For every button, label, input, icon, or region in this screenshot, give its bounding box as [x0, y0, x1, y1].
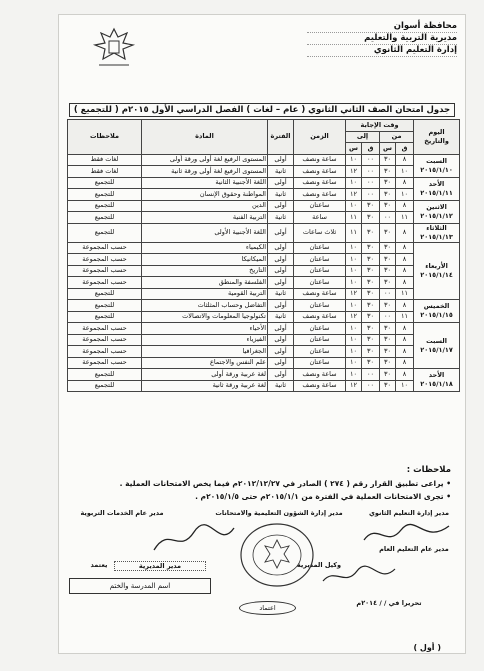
- signature-approve-label: يعتمد: [90, 561, 108, 569]
- notes-cell: حسب المجموعة: [68, 265, 142, 277]
- fm-cell: ٨: [396, 200, 414, 212]
- duration-cell: ثلاث ساعات: [294, 223, 346, 242]
- period-cell: أولى: [268, 177, 294, 189]
- th-cell: ١٠: [346, 177, 362, 189]
- signature-deputy: وكيل المديرية: [296, 561, 342, 569]
- note-text-2: تجرى الامتحانات العملية في الفترة من ٢٠١٥/١/١م حتى ٢٠١٥/١/٥م .: [195, 492, 444, 501]
- day-cell: الأحد ٢٠١٥/١/١١: [414, 177, 460, 200]
- notes-cell: حسب المجموعة: [68, 242, 142, 254]
- th-cell: ١٢: [346, 380, 362, 392]
- th-cell: ١٠: [346, 242, 362, 254]
- duration-cell: ساعتان: [294, 357, 346, 369]
- day-cell: الاثنين ٢٠١٥/١/١٢: [414, 200, 460, 223]
- th-cell: ١٢: [346, 166, 362, 178]
- table-row: [68, 334, 460, 346]
- tm-cell: ٣٠: [362, 323, 380, 335]
- notes-cell: للتجميع: [68, 177, 142, 189]
- table-row: [68, 346, 460, 358]
- notes-cell: للتجميع: [68, 200, 142, 212]
- fh-cell: ٣٠: [380, 166, 396, 178]
- fh-cell: ٣٠: [380, 154, 396, 166]
- period-cell: أولى: [268, 265, 294, 277]
- period-cell: أولى: [268, 154, 294, 166]
- day-cell: السبت ٢٠١٥/١/١٠: [414, 154, 460, 177]
- notes-cell: حسب المجموعة: [68, 334, 142, 346]
- fm-cell: ٨: [396, 154, 414, 166]
- th-cell: ١١: [346, 223, 362, 242]
- th-cell: ١٠: [346, 265, 362, 277]
- subject-cell: المواطنة وحقوق الإنسان: [142, 189, 268, 201]
- subject-cell: الفيزياء: [142, 334, 268, 346]
- period-cell: أولى: [268, 200, 294, 212]
- tm-cell: ٣٠: [362, 334, 380, 346]
- fh-cell: ٣٠: [380, 265, 396, 277]
- notes-cell: للتجميع: [68, 369, 142, 381]
- approval-oval-stamp: اعتماد: [239, 601, 296, 615]
- eagle-emblem-icon: [89, 25, 139, 70]
- fm-cell: ٨: [396, 300, 414, 312]
- table-row: [68, 242, 460, 254]
- fm-cell: ٨: [396, 277, 414, 289]
- notes-cell: للتجميع: [68, 223, 142, 242]
- subject-cell: المستوى الرفيع لغة أولى ورقة أولى: [142, 154, 268, 166]
- table-row: [68, 323, 460, 335]
- signature-general-services: مدير عام الخدمات التربوية: [80, 509, 164, 517]
- table-row: [68, 166, 460, 178]
- duration-cell: ساعتان: [294, 254, 346, 266]
- header-period: الفترة: [268, 120, 294, 155]
- th-cell: ١٢: [346, 288, 362, 300]
- subject-cell: لغة عربية ورقة أولى: [142, 369, 268, 381]
- fm-cell: ٨: [396, 242, 414, 254]
- fm-cell: ١٠: [396, 189, 414, 201]
- signature-general-edu: مدير عام التعليم العام: [379, 545, 449, 553]
- period-cell: أولى: [268, 223, 294, 242]
- fh-cell: ٣٠: [380, 380, 396, 392]
- note-item-2: • تجرى الامتحانات العملية في الفترة من ٢٠١٥/١/١م حتى ٢٠١٥/١/٥م .: [195, 492, 451, 501]
- table-row: [68, 212, 460, 224]
- signature-director: مدير المديرية: [114, 561, 206, 571]
- period-cell: ثانية: [268, 380, 294, 392]
- fh-cell: ٠٠: [380, 311, 396, 323]
- duration-cell: ساعة ونصف: [294, 154, 346, 166]
- subject-cell: الدين: [142, 200, 268, 212]
- header-to-minutes: ق: [362, 143, 380, 155]
- header-subject: المادة: [142, 120, 268, 155]
- fh-cell: ٣٠: [380, 334, 396, 346]
- th-cell: ١٠: [346, 323, 362, 335]
- fh-cell: ٣٠: [380, 177, 396, 189]
- notes-title: ملاحظات :: [406, 465, 451, 475]
- table-row: [68, 177, 460, 189]
- period-cell: أولى: [268, 323, 294, 335]
- period-cell: ثانية: [268, 288, 294, 300]
- th-cell: ١٢: [346, 189, 362, 201]
- duration-cell: ساعتان: [294, 277, 346, 289]
- fm-cell: ١١: [396, 288, 414, 300]
- duration-cell: ساعة ونصف: [294, 369, 346, 381]
- fh-cell: ٣٠: [380, 369, 396, 381]
- header-to: إلى: [346, 131, 380, 143]
- subject-cell: علم النفس والاجتماع: [142, 357, 268, 369]
- duration-cell: ساعة ونصف: [294, 189, 346, 201]
- table-row: [68, 380, 460, 392]
- tm-cell: ٣٠: [362, 311, 380, 323]
- header-from: من: [380, 131, 414, 143]
- duration-cell: ساعتان: [294, 300, 346, 312]
- th-cell: ١٠: [346, 369, 362, 381]
- handwritten-signature-icon: [149, 520, 239, 560]
- table-row: [68, 154, 460, 166]
- period-cell: أولى: [268, 242, 294, 254]
- letterhead-line-2: مديرية التربية والتعليم: [307, 33, 457, 45]
- fh-cell: ٣٠: [380, 200, 396, 212]
- header-time: وقت الإجابة: [346, 120, 414, 132]
- notes-cell: حسب المجموعة: [68, 254, 142, 266]
- day-cell: الخميس ٢٠١٥/١/١٥: [414, 300, 460, 323]
- notes-cell: للتجميع: [68, 311, 142, 323]
- exam-schedule-table: [67, 119, 460, 392]
- notes-cell: حسب المجموعة: [68, 357, 142, 369]
- letterhead-line-1: محافظة أسوان: [307, 21, 457, 33]
- subject-cell: تكنولوجيا المعلومات والاتصالات: [142, 311, 268, 323]
- fh-cell: ٣٠: [380, 300, 396, 312]
- subject-cell: الأحياء: [142, 323, 268, 335]
- th-cell: ١١: [346, 212, 362, 224]
- tm-cell: ٠٠: [362, 177, 380, 189]
- fh-cell: ٠٠: [380, 288, 396, 300]
- period-cell: ثانية: [268, 166, 294, 178]
- subject-cell: التاريخ: [142, 265, 268, 277]
- fm-cell: ١١: [396, 311, 414, 323]
- header-from-minutes: ق: [396, 143, 414, 155]
- notes-cell: للتجميع: [68, 380, 142, 392]
- th-cell: ١٢: [346, 311, 362, 323]
- notes-cell: للتجميع: [68, 300, 142, 312]
- fm-cell: ٨: [396, 223, 414, 242]
- fh-cell: ٣٠: [380, 242, 396, 254]
- tm-cell: ٣٠: [362, 288, 380, 300]
- table-row: [68, 200, 460, 212]
- period-cell: ثانية: [268, 311, 294, 323]
- note-item-1: • يراعى تطبيق القرار رقم ( ٢٧٤ ) الصادر في ٢٠١٢/١٢/٢٧م فيما يخص الامتحانات العملية .: [119, 479, 451, 488]
- period-cell: ثانية: [268, 189, 294, 201]
- table-row: [68, 189, 460, 201]
- tm-cell: ٣٠: [362, 300, 380, 312]
- tm-cell: ٠٠: [362, 380, 380, 392]
- fh-cell: ٣٠: [380, 323, 396, 335]
- duration-cell: ساعة: [294, 212, 346, 224]
- fm-cell: ٨: [396, 254, 414, 266]
- fh-cell: ٣٠: [380, 346, 396, 358]
- duration-cell: ساعتان: [294, 323, 346, 335]
- tm-cell: ٠٠: [362, 154, 380, 166]
- handwritten-signature-icon: [359, 520, 454, 550]
- subject-cell: التربية الفنية: [142, 212, 268, 224]
- notes-cell: للتجميع: [68, 212, 142, 224]
- header-from-hours: س: [380, 143, 396, 155]
- tm-cell: ٣٠: [362, 200, 380, 212]
- schedule-body: [68, 154, 460, 392]
- subject-cell: اللغة الأجنبية الثانية: [142, 177, 268, 189]
- header-day: اليوم والتاريخ: [414, 120, 460, 155]
- duration-cell: ساعة ونصف: [294, 288, 346, 300]
- tm-cell: ٣٠: [362, 242, 380, 254]
- official-seal-icon: [237, 520, 317, 590]
- tm-cell: ٠٠: [362, 166, 380, 178]
- notes-cell: لغات فقط: [68, 166, 142, 178]
- tm-cell: ٣٠: [362, 212, 380, 224]
- duration-cell: ساعة ونصف: [294, 166, 346, 178]
- tm-cell: ٠٠: [362, 369, 380, 381]
- tm-cell: ٣٠: [362, 265, 380, 277]
- day-cell: الأربعاء ٢٠١٥/١/١٤: [414, 242, 460, 300]
- fm-cell: ٨: [396, 265, 414, 277]
- notes-cell: حسب المجموعة: [68, 277, 142, 289]
- subject-cell: التفاضل وحساب المثلثات: [142, 300, 268, 312]
- th-cell: ١٠: [346, 277, 362, 289]
- tm-cell: ٣٠: [362, 223, 380, 242]
- th-cell: ١٠: [346, 254, 362, 266]
- subject-cell: لغة عربية ورقة ثانية: [142, 380, 268, 392]
- tm-cell: ٠٠: [362, 189, 380, 201]
- date-line: تحريرا في / / ٢٠١٤م: [356, 599, 422, 607]
- subject-cell: الكيمياء: [142, 242, 268, 254]
- duration-cell: ساعتان: [294, 200, 346, 212]
- letterhead-line-3: إدارة التعليم الثانوي: [307, 45, 457, 57]
- tm-cell: ٣٠: [362, 357, 380, 369]
- period-cell: أولى: [268, 346, 294, 358]
- duration-cell: ساعتان: [294, 265, 346, 277]
- fh-cell: ٣٠: [380, 223, 396, 242]
- period-cell: أولى: [268, 369, 294, 381]
- fm-cell: ٨: [396, 369, 414, 381]
- table-row: [68, 288, 460, 300]
- day-cell: السبت ٢٠١٥/١/١٧: [414, 323, 460, 369]
- tm-cell: ٣٠: [362, 346, 380, 358]
- document-title: جدول امتحان الصف الثاني الثانوي ( عام – لغات ) الفصل الدراسي الأول ٢٠١٥م ( للتجميع ): [69, 103, 455, 117]
- period-cell: أولى: [268, 334, 294, 346]
- th-cell: ١٠: [346, 334, 362, 346]
- fh-cell: ٣٠: [380, 254, 396, 266]
- day-cell: الأحد ٢٠١٥/١/١٨: [414, 369, 460, 392]
- document-page: [58, 14, 466, 654]
- notes-cell: لغات فقط: [68, 154, 142, 166]
- fm-cell: ٨: [396, 323, 414, 335]
- notes-cell: للتجميع: [68, 288, 142, 300]
- page-number: ( أول ): [413, 643, 441, 652]
- fh-cell: ٣٠: [380, 357, 396, 369]
- period-cell: ثانية: [268, 212, 294, 224]
- period-cell: أولى: [268, 277, 294, 289]
- subject-cell: التربية القومية: [142, 288, 268, 300]
- header-to-hours: س: [346, 143, 362, 155]
- handwritten-signature-icon: [319, 563, 399, 591]
- school-stamp-box: اسم المدرسة والختم: [69, 578, 211, 594]
- period-cell: أولى: [268, 300, 294, 312]
- letterhead: [307, 21, 457, 57]
- th-cell: ١٠: [346, 300, 362, 312]
- note-text-1: يراعى تطبيق القرار رقم ( ٢٧٤ ) الصادر في ٢٠١٢/١٢/٢٧م فيما يخص الامتحانات العملية .: [119, 479, 444, 488]
- fm-cell: ١١: [396, 212, 414, 224]
- period-cell: أولى: [268, 357, 294, 369]
- duration-cell: ساعة ونصف: [294, 311, 346, 323]
- fm-cell: ١٠: [396, 380, 414, 392]
- fm-cell: ٨: [396, 346, 414, 358]
- fh-cell: ٣٠: [380, 277, 396, 289]
- table-row: [68, 357, 460, 369]
- table-row: [68, 369, 460, 381]
- header-notes: ملاحظات: [68, 120, 142, 155]
- period-cell: أولى: [268, 254, 294, 266]
- duration-cell: ساعتان: [294, 242, 346, 254]
- th-cell: ١٠: [346, 154, 362, 166]
- subject-cell: الجغرافيا: [142, 346, 268, 358]
- fm-cell: ١٠: [396, 166, 414, 178]
- tm-cell: ٣٠: [362, 254, 380, 266]
- fm-cell: ٨: [396, 334, 414, 346]
- subject-cell: الفلسفة والمنطق: [142, 277, 268, 289]
- notes-cell: حسب المجموعة: [68, 346, 142, 358]
- duration-cell: ساعة ونصف: [294, 177, 346, 189]
- table-row: [68, 300, 460, 312]
- fh-cell: ٠٠: [380, 212, 396, 224]
- table-row: [68, 277, 460, 289]
- signature-exams-affairs: مدير إدارة الشؤون التعليمية والامتحانات: [215, 509, 343, 517]
- subject-cell: المستوى الرفيع لغة أولى ورقة ثانية: [142, 166, 268, 178]
- duration-cell: ساعتان: [294, 334, 346, 346]
- fm-cell: ٨: [396, 177, 414, 189]
- subject-cell: اللغة الأجنبية الأولى: [142, 223, 268, 242]
- duration-cell: ساعتان: [294, 346, 346, 358]
- notes-cell: حسب المجموعة: [68, 323, 142, 335]
- th-cell: ١٠: [346, 346, 362, 358]
- fh-cell: ٣٠: [380, 189, 396, 201]
- table-row: [68, 311, 460, 323]
- header-duration: الزمن: [294, 120, 346, 155]
- duration-cell: ساعة ونصف: [294, 380, 346, 392]
- subject-cell: الميكانيكا: [142, 254, 268, 266]
- table-row: [68, 265, 460, 277]
- th-cell: ١٠: [346, 200, 362, 212]
- day-cell: الثلاثاء ٢٠١٥/١/١٣: [414, 223, 460, 242]
- signature-secondary-edu: مدير إدارة التعليم الثانوي: [368, 509, 450, 517]
- th-cell: ١٠: [346, 357, 362, 369]
- fm-cell: ٨: [396, 357, 414, 369]
- notes-cell: للتجميع: [68, 189, 142, 201]
- table-row: [68, 223, 460, 242]
- tm-cell: ٣٠: [362, 277, 380, 289]
- table-row: [68, 254, 460, 266]
